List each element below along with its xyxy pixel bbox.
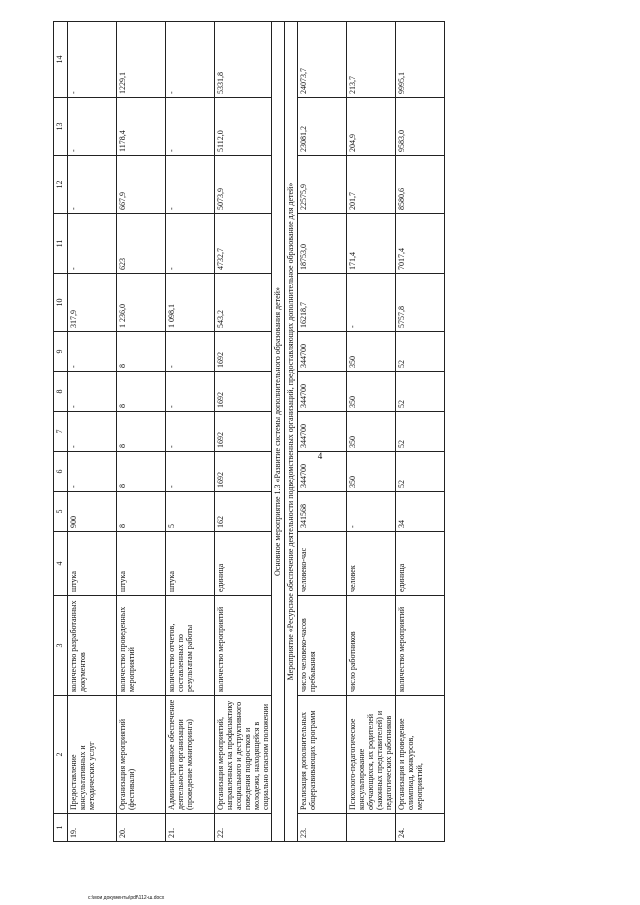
- table-cell: 344700: [298, 332, 347, 372]
- table-cell: Организация мероприятий (фестивали): [117, 696, 166, 814]
- table-cell: 162: [215, 492, 272, 532]
- table-cell: 1692: [215, 372, 272, 412]
- table-cell: -: [68, 332, 117, 372]
- table-cell: 5: [54, 492, 68, 532]
- table-row: [347, 22, 396, 842]
- table-row: [396, 22, 445, 842]
- table-cell: -: [347, 492, 396, 532]
- table-cell: число человеко-часов пребывания: [298, 596, 347, 696]
- column-number-row: [54, 22, 68, 842]
- table-cell: 52: [396, 372, 445, 412]
- table-cell: единица: [396, 532, 445, 596]
- table-cell: количество разработанных документов: [68, 596, 117, 696]
- table-cell: 9583,0: [396, 98, 445, 156]
- table-cell: число работников: [347, 596, 396, 696]
- table-cell: 22.: [215, 814, 272, 842]
- table-cell: 204,9: [347, 98, 396, 156]
- table-cell: 317,9: [68, 274, 117, 332]
- table-row: [68, 22, 117, 842]
- table-cell: человеко-час: [298, 532, 347, 596]
- table-cell: -: [166, 156, 215, 214]
- table-cell: штука: [117, 532, 166, 596]
- table-cell: 350: [347, 332, 396, 372]
- table-cell: -: [166, 22, 215, 98]
- section-heading-row: [272, 22, 285, 842]
- table-cell: 5: [166, 492, 215, 532]
- program-table: [53, 21, 445, 842]
- table-cell: 24.: [396, 814, 445, 842]
- table-cell: 19.: [68, 814, 117, 842]
- table-cell: 8: [117, 452, 166, 492]
- file-path-footer: c:\мои документы\pdf\112-ш.docx: [88, 895, 165, 901]
- table-cell: Психолого-педагогическое консультирование обучающихся, их родителей (законных представителей) и педагогических работников: [347, 696, 396, 814]
- table-cell: 14: [54, 22, 68, 98]
- table-cell: 3: [54, 596, 68, 696]
- table-cell: 344700: [298, 412, 347, 452]
- table-cell: 8: [117, 492, 166, 532]
- table-cell: количество отчетов, составленных по результатам работы: [166, 596, 215, 696]
- table-cell: 5331,8: [215, 22, 272, 98]
- table-cell: -: [68, 22, 117, 98]
- table-cell: -: [68, 98, 117, 156]
- table-cell: -: [166, 452, 215, 492]
- table-cell: Административное обеспечение деятельности организации (проведение мониторинга): [166, 696, 215, 814]
- table-cell: 23.: [298, 814, 347, 842]
- table-cell: Организация мероприятий, направленных на профилактику асоциального и деструктивного поведения подростков и молодежи, находящейся в социально опасном положении: [215, 696, 272, 814]
- table-cell: количество проведенных мероприятий: [117, 596, 166, 696]
- table-cell: 7017,4: [396, 214, 445, 274]
- table-cell: 4732,7: [215, 214, 272, 274]
- table-cell: 2: [54, 696, 68, 814]
- table-cell: количество мероприятий: [215, 596, 272, 696]
- section-heading-row: [285, 22, 298, 842]
- table-cell: -: [68, 412, 117, 452]
- table-cell: 18753,0: [298, 214, 347, 274]
- table-cell: -: [347, 274, 396, 332]
- table-cell: 1692: [215, 412, 272, 452]
- table-row: [215, 22, 272, 842]
- table-cell: 171,4: [347, 214, 396, 274]
- table-cell: 12: [54, 156, 68, 214]
- table-cell: 23081,2: [298, 98, 347, 156]
- table-cell: 201,7: [347, 156, 396, 214]
- table-row: [298, 22, 347, 842]
- table-cell: 350: [347, 372, 396, 412]
- table-cell: единица: [215, 532, 272, 596]
- table-cell: [347, 814, 396, 842]
- table-cell: 22575,9: [298, 156, 347, 214]
- table-cell: 8: [54, 372, 68, 412]
- table-cell: 1692: [215, 332, 272, 372]
- table-cell: -: [166, 214, 215, 274]
- table-cell: 8: [117, 412, 166, 452]
- table-cell: 13: [54, 98, 68, 156]
- rotated-table-container: [53, 22, 629, 842]
- table-cell: -: [166, 372, 215, 412]
- table-cell: 11: [54, 214, 68, 274]
- table-cell: 7: [54, 412, 68, 452]
- table-cell: 21.: [166, 814, 215, 842]
- table-cell: 52: [396, 332, 445, 372]
- table-cell: 9995,1: [396, 22, 445, 98]
- table-cell: 52: [396, 412, 445, 452]
- table-cell: -: [166, 332, 215, 372]
- table-cell: -: [68, 452, 117, 492]
- table-row: [166, 22, 215, 842]
- table-cell: 5757,8: [396, 274, 445, 332]
- table-cell: 34: [396, 492, 445, 532]
- table-cell: Предоставление консультативных и методических услуг: [68, 696, 117, 814]
- table-cell: -: [68, 372, 117, 412]
- table-cell: -: [166, 412, 215, 452]
- table-cell: 24073,7: [298, 22, 347, 98]
- table-cell: количество мероприятий: [396, 596, 445, 696]
- table-row: [117, 22, 166, 842]
- table-cell: -: [68, 214, 117, 274]
- table-cell: 350: [347, 412, 396, 452]
- table-cell: 8: [117, 332, 166, 372]
- section-heading: Мероприятие «Ресурсное обеспечение деятельности подведомственных организаций, предоставляющих дополнительное образование для детей»: [285, 22, 298, 842]
- table-cell: штука: [166, 532, 215, 596]
- table-cell: 900: [68, 492, 117, 532]
- table-cell: человек: [347, 532, 396, 596]
- table-cell: 8: [117, 372, 166, 412]
- table-cell: Реализация дополнительных общеразвивающих программ: [298, 696, 347, 814]
- table-cell: 341568: [298, 492, 347, 532]
- table-cell: 10: [54, 274, 68, 332]
- table-cell: 9: [54, 332, 68, 372]
- page-number: 4: [317, 451, 323, 461]
- table-cell: 1178,4: [117, 98, 166, 156]
- table-cell: Организация и проведение олимпиад, конкурсов, мероприятий,: [396, 696, 445, 814]
- section-heading: Основное мероприятие 1.3 «Развитие системы дополнительного образования детей»: [272, 22, 285, 842]
- table-cell: 344700: [298, 372, 347, 412]
- table-cell: 6: [54, 452, 68, 492]
- table-cell: 1 236,0: [117, 274, 166, 332]
- table-cell: 1: [54, 814, 68, 842]
- table-cell: 350: [347, 452, 396, 492]
- table-cell: 543,2: [215, 274, 272, 332]
- table-cell: -: [166, 98, 215, 156]
- table-cell: 8580,6: [396, 156, 445, 214]
- table-cell: 1 098,1: [166, 274, 215, 332]
- table-cell: 623: [117, 214, 166, 274]
- table-cell: 667,9: [117, 156, 166, 214]
- table-cell: 5073,9: [215, 156, 272, 214]
- table-cell: 213,7: [347, 22, 396, 98]
- table-cell: 1692: [215, 452, 272, 492]
- table-cell: 16218,7: [298, 274, 347, 332]
- table-cell: 52: [396, 452, 445, 492]
- table-cell: 20.: [117, 814, 166, 842]
- table-cell: -: [68, 156, 117, 214]
- table-cell: 344700: [298, 452, 347, 492]
- table-cell: 4: [54, 532, 68, 596]
- table-cell: 5112,0: [215, 98, 272, 156]
- table-cell: 1229,1: [117, 22, 166, 98]
- table-cell: штука: [68, 532, 117, 596]
